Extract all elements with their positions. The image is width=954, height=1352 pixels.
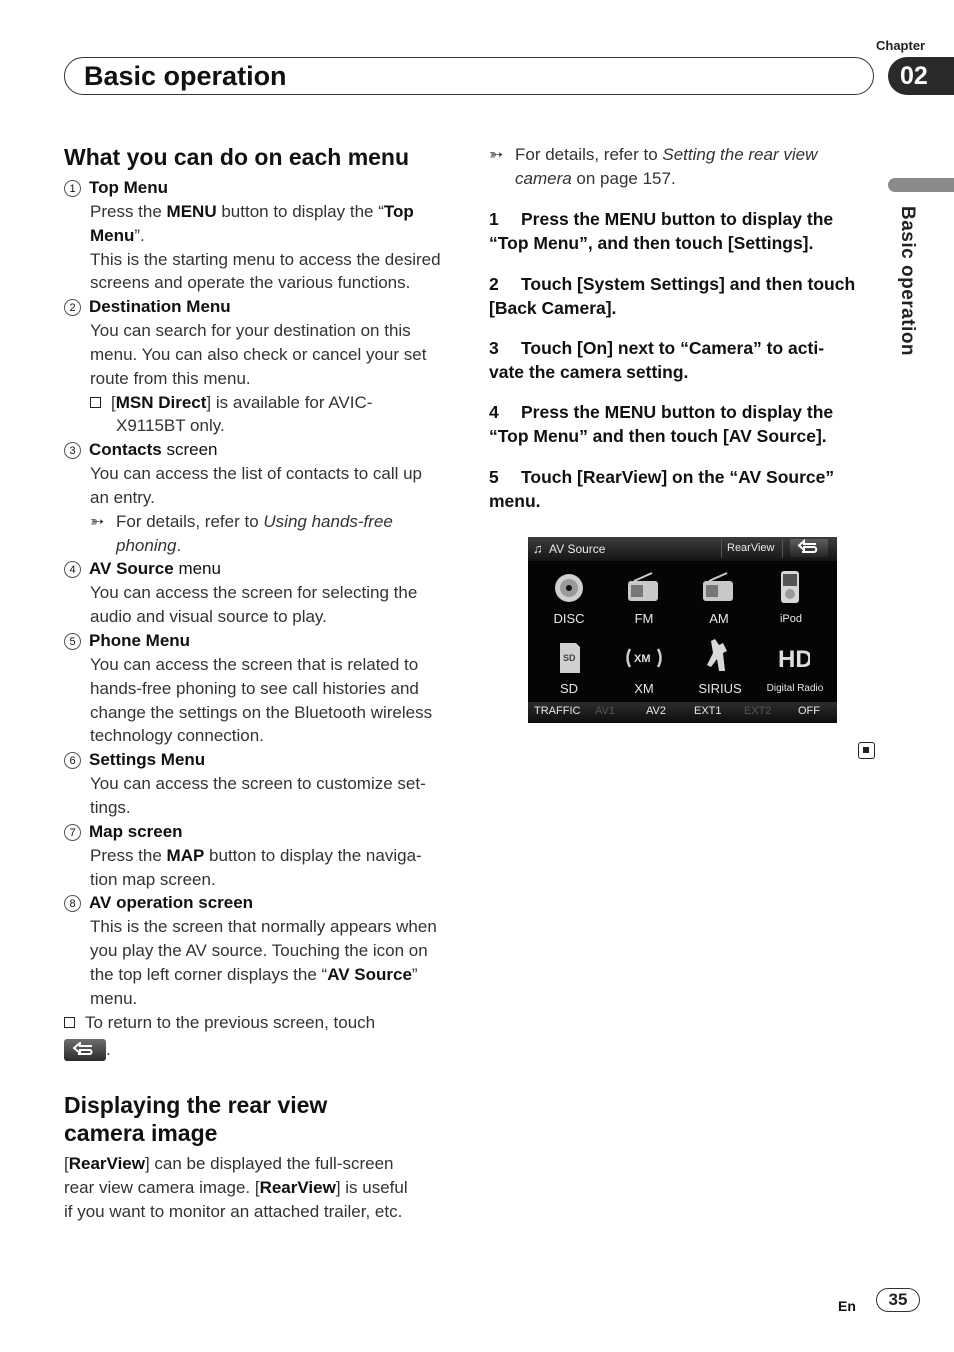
list-item-head (64, 295, 456, 319)
side-tab-marker (888, 178, 954, 192)
av-bottom-bar (528, 702, 837, 723)
source-label: DISC (553, 611, 585, 626)
svg-text:XM: XM (634, 653, 651, 665)
bottom-button-ext1[interactable]: EXT1 (694, 705, 722, 717)
back-button-icon (64, 1039, 106, 1061)
return-note: To return to the previous screen, touch . (64, 1011, 456, 1067)
sirius-dog-icon[interactable] (701, 637, 735, 671)
page-number: 35 (876, 1288, 920, 1312)
circled-number: 5 (64, 633, 81, 650)
section-title-rear-view: Displaying the rear view camera image (64, 1092, 328, 1146)
divider (782, 540, 783, 558)
item-title: Destination Menu (89, 297, 231, 317)
step-3: 3 Touch [On] next to “Camera” to acti- vate the camera setting. (489, 338, 825, 382)
circled-number: 1 (64, 180, 81, 197)
bottom-button-av2[interactable]: AV2 (646, 705, 666, 717)
language-code: En (838, 1298, 856, 1314)
step-5: 5 Touch [RearView] on the “AV Source” menu. (489, 467, 835, 511)
list-item-head (64, 748, 456, 772)
circled-number: 4 (64, 561, 81, 578)
side-section-label: Basic operation (897, 206, 918, 357)
item-body: Press the MENU button to display the “Top Menu”. This is the starting menu to access the desired screens and operate the various functions. (90, 202, 441, 293)
chapter-number: 02 (888, 57, 954, 95)
rearview-button[interactable]: RearView (727, 542, 775, 554)
item-body: You can access the list of contacts to call up an entry. (90, 464, 423, 507)
reference-arrow-icon: ➳ (489, 145, 504, 164)
source-label: SD (559, 681, 579, 696)
svg-text:SD: SD (563, 653, 576, 663)
note: [MSN Direct] is available for AVIC- X9115BT only. (64, 391, 456, 439)
music-note-icon: ♫ (533, 541, 543, 556)
circled-number: 7 (64, 824, 81, 841)
list-item-head (64, 629, 456, 653)
back-button[interactable] (790, 539, 828, 557)
source-label: iPod (779, 613, 803, 625)
item-title: Map screen (89, 821, 183, 841)
divider (721, 540, 722, 558)
bottom-button-ext2[interactable]: EXT2 (744, 705, 772, 717)
step-2: 2 Touch [System Settings] and then touch [Back Camera]. (489, 274, 856, 318)
source-label: FM (634, 611, 654, 626)
list-item-head (64, 176, 456, 200)
item-body: You can search for your destination on this menu. You can also check or cancel your set route from this menu. (90, 321, 427, 388)
ipod-icon[interactable] (773, 569, 807, 603)
bottom-button-traffic[interactable]: TRAFFIC (534, 705, 581, 717)
fm-radio-icon[interactable] (626, 571, 660, 605)
item-title: AV operation screen (89, 893, 254, 913)
circled-number: 8 (64, 895, 81, 912)
list-item-head: 4 AV Source menu (64, 557, 456, 581)
item-title: AV Source (89, 559, 174, 579)
note-checkbox-icon (90, 397, 101, 408)
note-checkbox-icon (64, 1017, 75, 1028)
end-mark-icon (858, 742, 875, 759)
item-body: Press the MAP button to display the naviga- tion map screen. (90, 845, 422, 889)
reference-arrow-icon: ➳ (90, 511, 105, 531)
source-label: AM (709, 611, 729, 626)
svg-text:HD: HD (778, 646, 810, 673)
step-4: 4 Press the MENU button to display the “Top Menu” and then touch [AV Source]. (489, 402, 834, 446)
item-title: Contacts (89, 440, 162, 460)
source-label: XM (634, 681, 654, 696)
hd-radio-icon[interactable] (776, 641, 810, 675)
item-body: This is the screen that normally appears when you play the AV source. Touching the icon on the top left corner displays the “AV Source” menu. (90, 917, 437, 1008)
rear-view-description: [RearView] can be displayed the full-screen rear view camera image. [RearView] is useful if you want to monitor an attached trailer, etc. (64, 1154, 408, 1221)
source-label: Digital Radio (766, 683, 824, 694)
list-item-head (64, 820, 456, 844)
list-item-head: 3 Contacts screen (64, 438, 456, 462)
rear-view-reference: ➳ For details, refer to Setting the rear view camera on page 157. (489, 145, 818, 188)
source-label: SIRIUS (698, 681, 742, 696)
item-title: Top Menu (89, 178, 168, 197)
item-title: Settings Menu (89, 750, 206, 770)
page-title: Basic operation (84, 61, 287, 91)
item-body: You can access the screen that is related to hands-free phoning to see call histories and change the settings on the Bluetooth wireless technology connection. (90, 654, 433, 746)
reference: ➳ For details, refer to Using hands-free phoning. (90, 511, 393, 555)
list-item-head (64, 891, 456, 915)
item-title: Phone Menu (89, 630, 191, 650)
disc-icon[interactable] (552, 571, 586, 605)
av-source-title: AV Source (549, 542, 606, 556)
xm-icon[interactable] (624, 641, 664, 675)
chapter-label: Chapter (876, 38, 926, 53)
section-title-menus: What you can do on each menu (64, 144, 410, 170)
bottom-button-off[interactable]: OFF (798, 705, 820, 717)
back-arrow-icon (790, 539, 828, 557)
bottom-button-av1[interactable]: AV1 (595, 705, 615, 717)
menu-list (64, 176, 456, 1066)
circled-number: 2 (64, 299, 81, 316)
step-1: 1 Press the MENU button to display the “Top Menu”, and then touch [Settings]. (489, 209, 834, 253)
circled-number: 6 (64, 752, 81, 769)
item-body: You can access the screen for selecting the audio and visual source to play. (90, 583, 418, 627)
am-radio-icon[interactable] (701, 571, 735, 605)
av-source-screenshot (528, 537, 837, 723)
circled-number: 3 (64, 442, 81, 459)
sd-card-icon[interactable] (552, 641, 586, 675)
item-body: You can access the screen to customize set- tings. (90, 774, 426, 817)
